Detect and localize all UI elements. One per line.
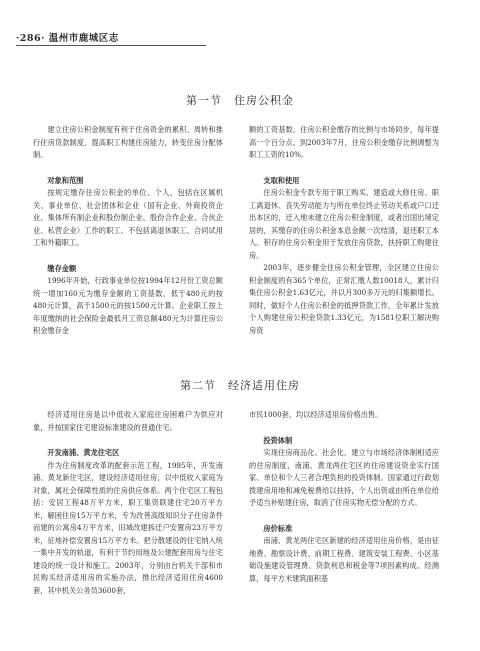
paragraph: 实现住房商品化、社会化，建立与市场经济体制相适应的住房制度，南浦、黄龙两住宅区的住房建设资金实行国家、单位和个人三者合理负担的投资体制。国家通过行政划拨建房用地和减免税费给以扶持，个人出资或由所在单位给予适当补贴建住房，取消了住房实物无偿分配的方式。 (249, 448, 439, 507)
section-1-right-column (249, 124, 439, 337)
paragraph: 南浦、黄龙两住宅区新建的经济适用住房价格，是由征地费、勘察设计费、前期工程费、建筑安装工程费、小区基础设施建设管理费、贷款利息和税金等7项因素构成。经测算，每平方米建筑面积基 (249, 536, 439, 583)
paragraph: 经济适用住房是以中低收入家庭住房困难户为供应对象，并按国家住宅建设标准建设的普通住宅。 (33, 410, 223, 432)
section-1-title: 第一节 住房公积金 (186, 94, 294, 107)
paragraph-gap (249, 510, 439, 523)
running-head: ·286· 温州市鹿城区志 (16, 33, 119, 44)
subheading: 房价标准 (263, 523, 293, 533)
paragraph: 作为住房制度改革的配套示范工程，1995年，开发南浦、黄龙新住宅区，建设经济适用住房，以中低收入家庭为对象，属社会保障性质的住房供应体系。两个住宅区工程包括：安居工程48万平方米，职工集资联建住宅20万平方米，解困住房15万平方米，专为改善高级知识分子住房条件而建的公寓房4万平方米，旧城改建拆迁户安置房23万平方米，征地补偿安置房15万平方米。把分散建设的住宅纳入统一集中开发的轨道，有利于节约用地及公建配套用房与住宅建设的统一设计和施工。2003年，分别由台机关干部和市民购买经济适用房的实施办法，推出经济适用住房4600套，其中机关公务员3600套， (33, 460, 223, 595)
paragraph-gap (33, 250, 223, 263)
section-2-title: 第二节 经济适用住房 (180, 379, 300, 392)
paragraph-gap (249, 422, 439, 435)
paragraph-gap (249, 162, 439, 175)
section-2-right-column (249, 409, 439, 585)
paragraph: 市民1000套，均以经济适用房价格出售。 (249, 410, 383, 419)
subheading: 投资体制 (263, 435, 293, 445)
paragraph: 住房公积金专款专用于职工购买、建造或大修住房、职工离退休、丧失劳动能力与所在单位终止劳动关系或户口迁出本区的，迁入地未建立住房公积金制度，或者出国出境定居的，其缴存的住房公积金本息金额一次结清，退还职工本人。积存的住房公积金用于发放住房贷款，扶持职工购建住房。 (249, 188, 439, 260)
subheading: 支取和使用 (263, 175, 300, 185)
paragraph: 按规定缴存住房公积金的单位、个人，包括在区属机关、事业单位、社会团体和企业（国有企业、外商投资企业、集体所有制企业和股份制企业、股份合作企业、合伙企业、私营企业）工作的职工。不包括离退休职工、合同试用工和外籍职工。 (33, 188, 223, 247)
subheading: 开发南浦、黄龙住宅区 (47, 448, 120, 457)
paragraph: 建立住房公积金制度有利于住房资金的累积、周转和推行住房货款制度，提高职工构建住房能力，转变住房分配体制。 (33, 125, 223, 159)
paragraph: 1996年开始，行政事业单位按1994年12月份工资总额统一增加160元为缴存金额的工资基数，低于480元的按480元计算，高于1500元的按1500元计算。企业职工按上年度缴纳的社会保险金最低月工资总额480元为计算住房公积金缴存金 (33, 276, 223, 335)
paragraph-gap (33, 162, 223, 175)
paragraph-gap (33, 434, 223, 447)
subheading: 缴存金额 (47, 263, 77, 273)
paragraph: 2003年，逐步健全住房公积金管理，全区建立住房公积金制度的有365个单位，正常汇缴人数10018人，累计归集住房公积金1.63亿元，并以月300多万元的归集额增长。同时，做好个人住房公积金的抵押贷款工作，全年累计发放个人购建住房公积金贷款1.33亿元，为1581位职工解决购房资 (249, 263, 439, 335)
header-rule (16, 45, 206, 46)
paragraph: 额的工资基数。住房公积金缴存的比例与市场同步，每年提高一个百分点。到2003年7月，住房公积金缴存比例调整为职工工资的10%。 (249, 125, 439, 159)
section-1-left-column (33, 124, 223, 338)
section-2-left-column (33, 409, 223, 597)
subheading: 对象和范围 (47, 175, 84, 185)
